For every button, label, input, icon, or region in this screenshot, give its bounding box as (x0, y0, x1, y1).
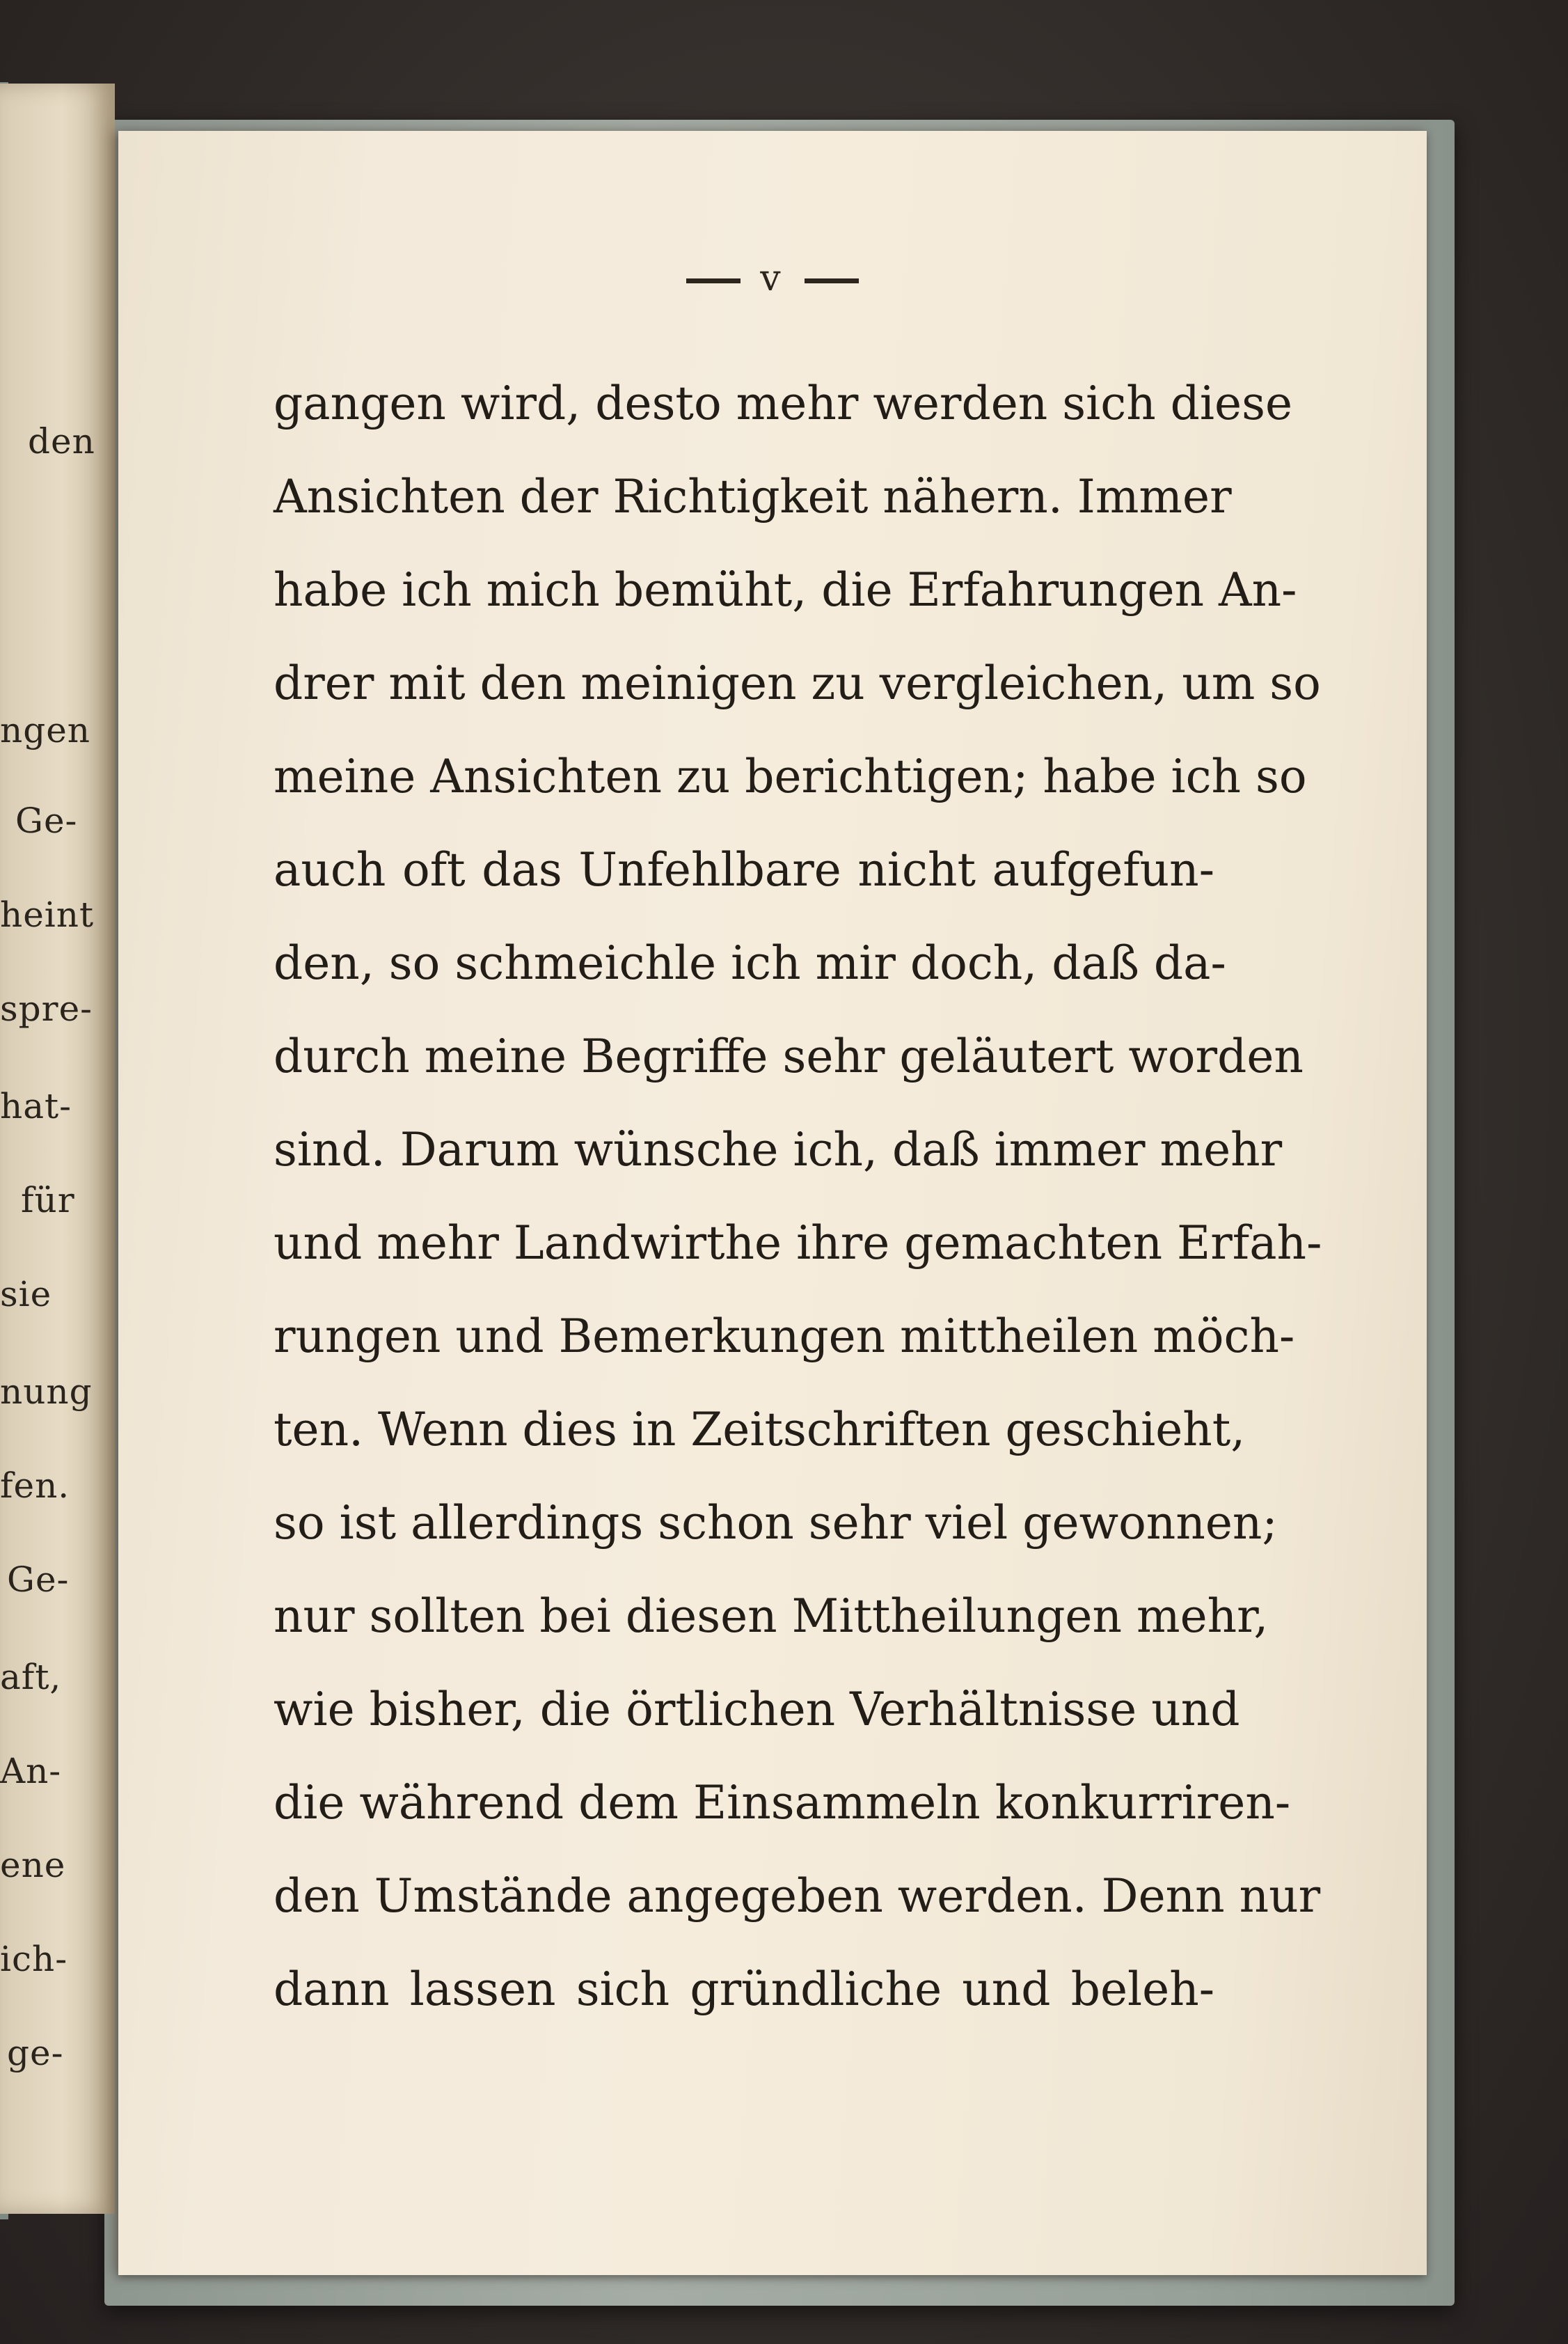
text-line: gangen wird, desto mehr werden sich diese (274, 377, 1293, 430)
left-page-fragment: ge- (7, 2033, 64, 2073)
text-line: wie bisher, die örtlichen Verhältnisse und (274, 1683, 1240, 1736)
left-page-fragment: Ge- (15, 801, 78, 841)
text-line: und mehr Landwirthe ihre gemachten Erfah- (274, 1216, 1322, 1270)
text-line: meine Ansichten zu berichtigen; habe ich so (274, 750, 1307, 803)
body-text (274, 357, 1322, 2036)
text-line: durch meine Begriffe sehr geläutert worden (274, 1030, 1304, 1083)
left-page-fragment: An- (0, 1751, 62, 1791)
text-line: drer mit den meinigen zu vergleichen, um so (274, 656, 1321, 710)
left-page-fragment: nung (0, 1371, 93, 1412)
left-page-fragment: ene (0, 1845, 66, 1885)
text-line: ten. Wenn dies in Zeitschriften geschieht, (274, 1403, 1246, 1456)
text-line: die während dem Einsammeln konkurriren- (274, 1776, 1291, 1830)
text-line: dann lassen sich gründliche und beleh- (274, 1962, 1214, 2016)
text-line: den, so schmeichle ich mir doch, daß da- (274, 936, 1226, 990)
text-line: so ist allerdings schon sehr viel gewonnen; (274, 1496, 1278, 1550)
left-page-fragment: ngen (0, 710, 91, 750)
text-line: Ansichten der Richtigkeit nähern. Immer (274, 470, 1232, 524)
text-line: rungen und Bemerkungen mittheilen möch- (274, 1309, 1295, 1363)
left-page-fragment: fen. (0, 1465, 70, 1506)
left-page-fragment: ich- (0, 1939, 68, 1979)
left-page (0, 84, 115, 2214)
left-page-fragment: Ge- (7, 1559, 70, 1600)
text-line: den Umstände angegeben werden. Denn nur (274, 1869, 1321, 1923)
left-page-fragment: spre- (0, 989, 93, 1029)
left-page-fragment: aft, (0, 1657, 62, 1697)
text-line: nur sollten bei diesen Mittheilungen mehr, (274, 1589, 1269, 1643)
left-page-fragment: heint (0, 895, 95, 935)
page-header (118, 258, 1427, 299)
text-line: auch oft das Unfehlbare nicht aufgefun- (274, 843, 1214, 897)
header-dash-right (805, 278, 859, 283)
left-page-fragment: hat- (0, 1086, 72, 1126)
text-line: sind. Darum wünsche ich, daß immer mehr (274, 1123, 1283, 1177)
left-page-fragment: den (28, 421, 95, 462)
left-page-fragment: für (21, 1180, 75, 1220)
text-line: habe ich mich bemüht, die Erfahrungen An- (274, 563, 1297, 617)
book-page (118, 131, 1427, 2275)
page-number: v (760, 258, 785, 299)
left-page-fragment: sie (0, 1274, 52, 1314)
header-dash-left (686, 278, 741, 283)
